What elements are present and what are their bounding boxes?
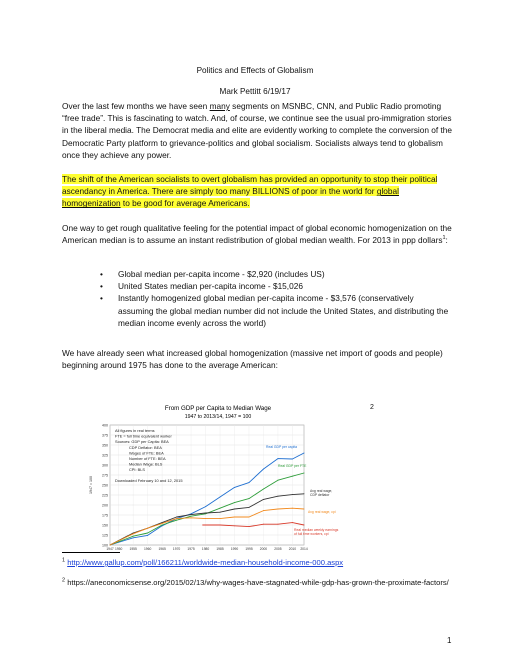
data-point [220, 525, 221, 526]
list-item: • Global median per-capita income - $2,920 (includes US) [100, 268, 450, 280]
series-label: Avg real wage, cpi [308, 510, 336, 514]
data-point [205, 513, 206, 514]
x-tick-label: 1950 [115, 547, 123, 551]
data-point [147, 533, 148, 534]
y-tick-label: 225 [102, 493, 108, 498]
x-tick-label: 1990 [230, 547, 239, 551]
data-point [133, 536, 134, 537]
data-point [292, 459, 293, 460]
data-point [162, 525, 163, 526]
data-point [249, 498, 250, 499]
data-point [263, 489, 264, 490]
y-tick-label: 150 [102, 523, 108, 528]
y-tick-label: 125 [102, 533, 108, 538]
x-tick-label: 1960 [143, 547, 152, 551]
data-point [220, 508, 221, 509]
data-point [249, 517, 250, 518]
paragraph-1: Over the last few months we have seen many segments on MSNBC, CNN, and Public Radio promoting “free trade”. This is fascinating to watch. And, of course, we continue see the usual pro-immigration stories in the liberal media. The Democrat media and elite are evidently working to complete the conversion of the Democratic Party platform to grievance-politics and global socialism. Socialists always tend to globalism once they achieve any power. [62, 101, 453, 160]
data-point [191, 514, 192, 515]
y-tick-label: 350 [102, 443, 108, 448]
chart-note: Median Wage: BLS [129, 461, 163, 467]
data-point [205, 518, 206, 519]
data-point [147, 528, 148, 529]
data-point [263, 499, 264, 500]
data-point [234, 509, 235, 510]
y-tick-label: 175 [102, 513, 108, 518]
data-point [263, 510, 264, 511]
footnote-rule [62, 552, 120, 553]
x-tick-label: 2005 [274, 547, 282, 551]
data-point [304, 493, 305, 494]
chart-note: FTE = full time equivalent worker [115, 433, 172, 439]
y-tick-label: 375 [102, 433, 108, 438]
data-point [277, 496, 278, 497]
data-point [162, 523, 163, 524]
chart-note: Number of FTE: BEA [129, 456, 166, 461]
data-point [110, 545, 111, 546]
data-point [304, 473, 305, 474]
y-tick-label: 100 [102, 543, 108, 548]
data-point [234, 487, 235, 488]
doc-title: Politics and Effects of Globalism [196, 66, 314, 75]
data-point [234, 502, 235, 503]
data-point [234, 525, 235, 526]
data-point [304, 525, 305, 526]
y-tick-label: 250 [102, 483, 108, 488]
x-tick-label: 1975 [187, 547, 195, 551]
chart-note: CPI: BLS [129, 467, 146, 473]
series-label: Real median weekly earnings [294, 528, 339, 532]
x-tick-label: 1980 [201, 547, 210, 551]
list-item: • Instantly homogenized global median per-capita income - $3,576 (conservatively assuming the global median number did not include the United States, and distributing the median income evenly across the world) [100, 292, 450, 329]
footnote-1-link[interactable]: http://www.gallup.com/poll/166211/worldwide-median-household-income-000.aspx [67, 558, 344, 567]
data-point [277, 509, 278, 510]
chart-note: CDP Deflator: BEA [129, 444, 162, 450]
x-tick-label: 1965 [158, 547, 166, 551]
footnote-2: $^2$ https://aneconomicsense.org/2015/02/13/why-wages-have-stagnated-while-gdp-has-grown-the-proximate-factors/ [62, 577, 449, 587]
y-axis-label: 1947 = 100 [89, 475, 93, 495]
x-tick-label: 1970 [172, 547, 181, 551]
figure-footnote-marker: 2 [370, 404, 374, 411]
data-point [205, 506, 206, 507]
data-point [249, 507, 250, 508]
x-tick-label: 1947 [106, 547, 114, 551]
chart-subtitle: 1947 to 2013/14, 1947 = 100 [184, 414, 252, 420]
chart-note: Wages of FTE: BEA [129, 450, 164, 456]
data-point [277, 480, 278, 481]
data-point [277, 458, 278, 459]
list-item: • United States median per-capita income - $15,026 [100, 280, 450, 292]
data-point [292, 522, 293, 523]
x-tick-label: 1955 [129, 547, 137, 551]
chart-note: All figures in real terms [115, 428, 155, 433]
paragraph-2-highlighted: The shift of the American socialists to overt globalism has provided an opportunity to stop their political ascendancy in America. There are simply too many BILLIONS of poor in the world for global homogenization to be good for average Americans. [62, 174, 438, 209]
paragraph-4: We have already seen what increased global homogenization (massive net import of goods and people) beginning around 1975 has done to the average American: [62, 348, 443, 371]
series-label: Avg real wage, [310, 488, 333, 493]
series-label: of full time workers, cpi [294, 532, 329, 537]
gdp-wage-chart [78, 397, 400, 552]
y-tick-label: 275 [102, 473, 108, 478]
y-tick-label: 200 [102, 503, 108, 508]
data-point [277, 524, 278, 525]
data-point [133, 537, 134, 538]
data-point [249, 526, 250, 527]
x-tick-label: 2010 [288, 547, 297, 551]
data-point [191, 516, 192, 517]
doc-byline: Mark Pettitt 6/19/17 [219, 87, 291, 96]
x-tick-label: 2014 [300, 547, 308, 551]
y-tick-label: 400 [102, 423, 108, 428]
chart-note: Downloaded February 10 and 12, 2015 [115, 477, 183, 483]
bullet-list [100, 268, 450, 329]
footnote-1: $^1$ http://www.gallup.com/poll/166211/worldwide-median-household-income-000.aspx [62, 557, 344, 567]
data-point [176, 517, 177, 518]
x-tick-label: 2000 [259, 547, 268, 551]
data-point [202, 525, 203, 526]
data-point [292, 476, 293, 477]
series-label: Real GDP per FTE [278, 464, 307, 468]
data-point [176, 520, 177, 521]
data-point [220, 497, 221, 498]
y-tick-label: 300 [102, 463, 108, 468]
series-label: Real GDP per capita [266, 445, 298, 449]
x-tick-label: 1985 [216, 547, 224, 551]
chart-note: Sources: GDP per Capita: BEA [115, 439, 169, 445]
page-number: 1 [447, 636, 452, 645]
data-point [249, 482, 250, 483]
data-point [304, 509, 305, 510]
y-tick-label: 325 [102, 453, 108, 458]
data-point [147, 535, 148, 536]
data-point [220, 518, 221, 519]
series-label: CDP deflator [310, 493, 330, 497]
data-point [176, 518, 177, 519]
paragraph-3: One way to get rough qualitative feeling for the potential impact of global economic homogenization on the American median is to assume an instant redistribution of global median wealth. For 2013 in ppp dollars$^1$: [62, 223, 452, 246]
data-point [263, 469, 264, 470]
data-point [133, 533, 134, 534]
data-point [234, 517, 235, 518]
data-point [292, 508, 293, 509]
data-point [191, 517, 192, 518]
data-point [220, 512, 221, 513]
data-point [191, 513, 192, 514]
chart-title: From GDP per Capita to Median Wage [164, 405, 272, 412]
data-point [292, 494, 293, 495]
x-tick-label: 1995 [245, 547, 253, 551]
data-point [263, 524, 264, 525]
data-point [304, 453, 305, 454]
